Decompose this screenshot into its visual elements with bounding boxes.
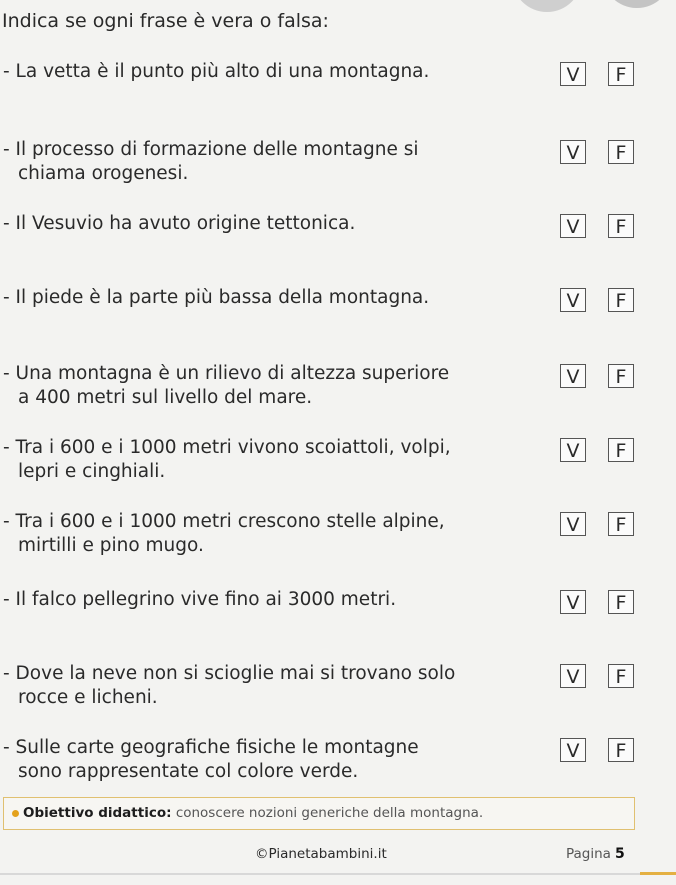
question-line: - Tra i 600 e i 1000 metri crescono stelle alpine, xyxy=(3,511,445,532)
true-option-box[interactable]: V xyxy=(560,140,586,164)
true-option-box[interactable]: V xyxy=(560,738,586,762)
page-label: Pagina xyxy=(566,846,611,862)
question-line: - Sulle carte geografiche fisiche le montagne xyxy=(3,737,419,758)
question-line-continued: chiama orogenesi. xyxy=(18,163,189,184)
question-text xyxy=(3,662,543,710)
site-credit: ©Pianetabambini.it xyxy=(255,846,387,862)
question-text xyxy=(3,138,543,186)
false-option-box[interactable]: F xyxy=(608,664,634,688)
question-text xyxy=(3,212,543,236)
false-option-box[interactable]: F xyxy=(608,590,634,614)
question-text xyxy=(3,286,543,310)
true-option-box[interactable]: V xyxy=(560,590,586,614)
question-text xyxy=(3,362,543,410)
objective-label: Obiettivo didattico: xyxy=(23,805,172,821)
true-option-box[interactable]: V xyxy=(560,512,586,536)
question-text xyxy=(3,736,543,784)
question-line-continued: sono rappresentate col colore verde. xyxy=(18,761,359,782)
decorative-circle xyxy=(602,0,672,8)
bullet-icon xyxy=(12,810,19,817)
false-option-box[interactable]: F xyxy=(608,214,634,238)
false-option-box[interactable]: F xyxy=(608,140,634,164)
bottom-divider xyxy=(0,873,676,875)
decorative-circle xyxy=(512,0,582,12)
page-indicator xyxy=(566,846,625,862)
question-line: - Tra i 600 e i 1000 metri vivono scoiattoli, volpi, xyxy=(3,437,451,458)
true-option-box[interactable]: V xyxy=(560,62,586,86)
bottom-accent xyxy=(640,872,676,875)
false-option-box[interactable]: F xyxy=(608,364,634,388)
false-option-box[interactable]: F xyxy=(608,512,634,536)
question-line-continued: rocce e licheni. xyxy=(18,687,158,708)
question-line: - Il falco pellegrino vive fino ai 3000 metri. xyxy=(3,589,397,610)
objective-text: conoscere nozioni generiche della montagna. xyxy=(175,805,484,821)
question-text xyxy=(3,60,543,84)
objective-box xyxy=(3,797,635,830)
worksheet-title: Indica se ogni frase è vera o falsa: xyxy=(2,10,329,32)
question-line-continued: a 400 metri sul livello del mare. xyxy=(18,387,313,408)
question-text xyxy=(3,510,543,558)
question-line: - Il piede è la parte più bassa della montagna. xyxy=(3,287,430,308)
question-line: - La vetta è il punto più alto di una montagna. xyxy=(3,61,430,82)
true-option-box[interactable]: V xyxy=(560,438,586,462)
false-option-box[interactable]: F xyxy=(608,62,634,86)
question-text xyxy=(3,588,543,612)
true-option-box[interactable]: V xyxy=(560,664,586,688)
true-option-box[interactable]: V xyxy=(560,288,586,312)
question-line-continued: lepri e cinghiali. xyxy=(18,461,166,482)
question-line: - Dove la neve non si scioglie mai si trovano solo xyxy=(3,663,456,684)
true-option-box[interactable]: V xyxy=(560,214,586,238)
false-option-box[interactable]: F xyxy=(608,438,634,462)
true-option-box[interactable]: V xyxy=(560,364,586,388)
page-number: 5 xyxy=(614,846,625,862)
question-line-continued: mirtilli e pino mugo. xyxy=(18,535,204,556)
false-option-box[interactable]: F xyxy=(608,288,634,312)
question-line: - Una montagna è un rilievo di altezza superiore xyxy=(3,363,450,384)
question-line: - Il Vesuvio ha avuto origine tettonica. xyxy=(3,213,356,234)
false-option-box[interactable]: F xyxy=(608,738,634,762)
question-text xyxy=(3,436,543,484)
question-line: - Il processo di formazione delle montagne si xyxy=(3,139,419,160)
